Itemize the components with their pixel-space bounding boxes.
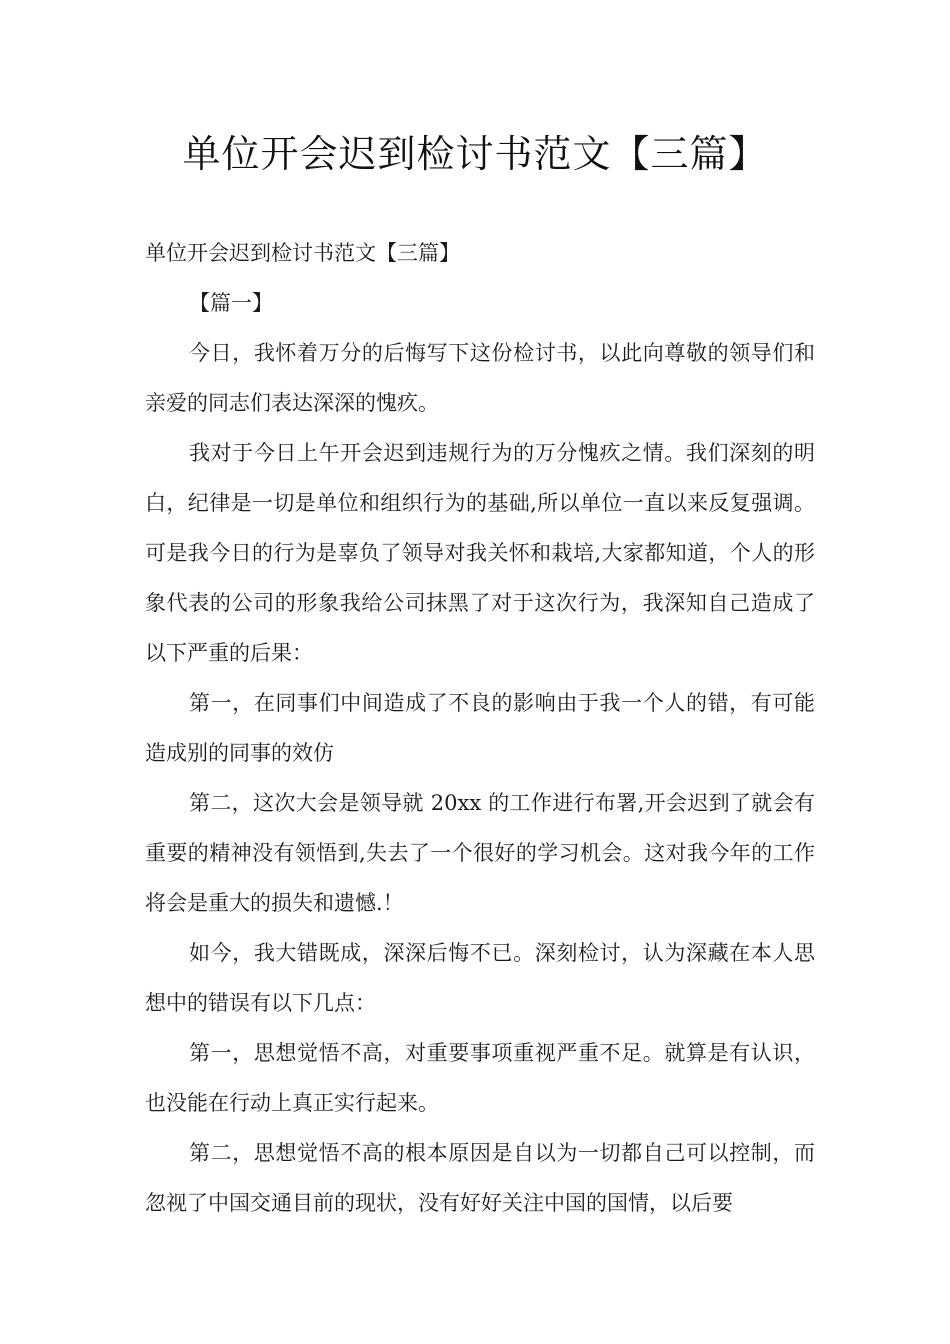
document-title: 单位开会迟到检讨书范文【三篇】 [182,132,768,176]
body-paragraph: 第二，思想觉悟不高的根本原因是自以为一切都自己可以控制，而忽视了中国交通目前的现状，没有好好关注中国的国情，以后要 [145,1141,815,1215]
body-paragraph: 今日，我怀着万分的后悔写下这份检讨书，以此向尊敬的领导们和亲爱的同志们表达深深的愧疚。 [145,341,815,415]
body-paragraph: 如今，我大错既成，深深后悔不已。深刻检讨，认为深藏在本人思想中的错误有以下几点： [145,941,815,1015]
subtitle-paragraph: 单位开会迟到检讨书范文【三篇】 [145,241,460,265]
document-body [145,228,815,1228]
body-paragraph: 我对于今日上午开会迟到违规行为的万分愧疚之情。我们深刻的明白，纪律是一切是单位和组织行为的基础,所以单位一直以来反复强调。可是我今日的行为是辜负了领导对我关怀和栽培,大家都知道，个人的形象代表的公司的形象我给公司抹黑了对于这次行为，我深知自己造成了以下严重的后果： [145,441,815,665]
body-paragraph: 第一，思想觉悟不高，对重要事项重视严重不足。就算是有认识，也没能在行动上真正实行起来。 [145,1041,815,1115]
section-heading: 【篇一】 [189,291,273,315]
body-paragraph: 第二，这次大会是领导就 20xx 的工作进行布署,开会迟到了就会有重要的精神没有领悟到,失去了一个很好的学习机会。这对我今年的工作将会是重大的损失和遗憾.！ [145,791,815,915]
body-paragraph: 第一，在同事们中间造成了不良的影响由于我一个人的错，有可能造成别的同事的效仿 [145,691,815,765]
